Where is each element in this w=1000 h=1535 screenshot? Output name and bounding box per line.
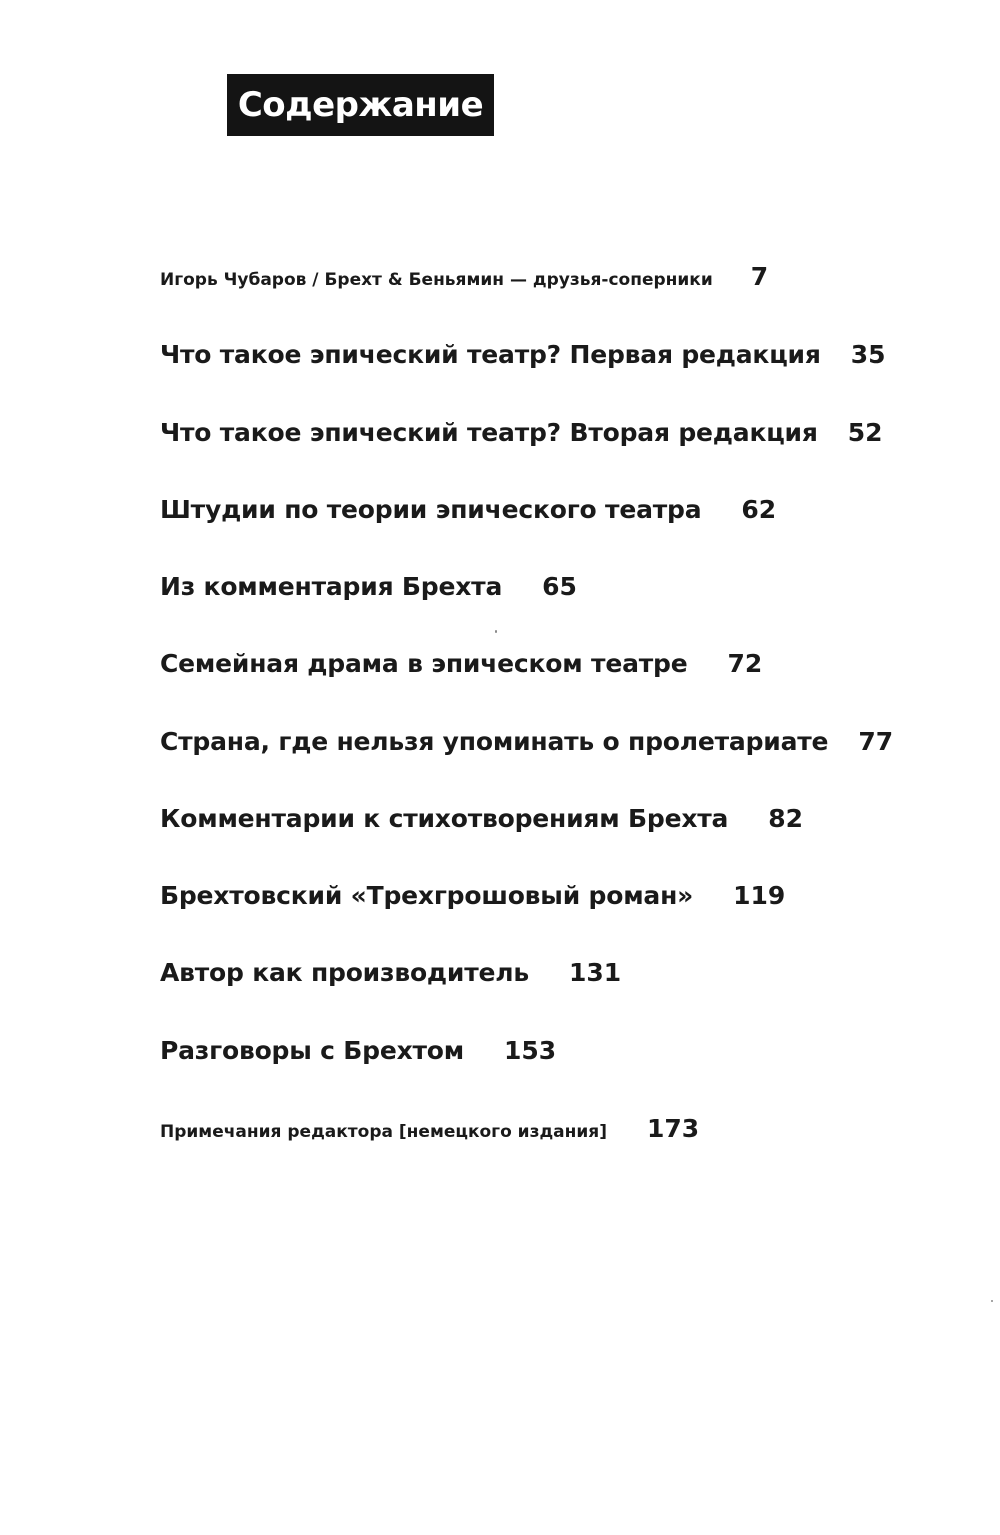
toc-entry-title: Штудии по теории эпического театра: [160, 495, 702, 524]
toc-entry: [160, 572, 577, 601]
toc-entry: [160, 418, 883, 447]
print-speck: [991, 1300, 993, 1302]
toc-entry-page: 131: [569, 958, 622, 987]
toc-entry-title: Семейная драма в эпическом театре: [160, 649, 688, 678]
toc-entry-title: Что такое эпический театр? Первая редакция: [160, 340, 821, 369]
toc-entry-title: Страна, где нельзя упоминать о пролетариате: [160, 727, 829, 756]
contents-title-block: [227, 74, 494, 136]
toc-entry-title: Из комментария Брехта: [160, 572, 503, 601]
toc-entry: [160, 1114, 699, 1143]
toc-entry: [160, 495, 776, 524]
toc-entry: [160, 881, 785, 910]
toc-entry-title: Брехтовский «Трехгрошовый роман»: [160, 881, 694, 910]
contents-title: Содержание: [237, 85, 484, 125]
toc-entry-page: 35: [850, 340, 886, 369]
toc-entry: [160, 340, 886, 369]
toc-entry: [160, 1036, 556, 1065]
toc-entry-page: 65: [542, 572, 577, 601]
print-speck: [495, 630, 497, 633]
toc-entry-title: Что такое эпический театр? Вторая редакция: [160, 418, 818, 447]
toc-entry: [160, 727, 893, 756]
toc-entry: [160, 958, 621, 987]
toc-entry-page: 7: [750, 262, 769, 291]
toc-entry-page: 72: [727, 649, 763, 678]
toc-entry-page: 82: [768, 804, 804, 833]
toc-entry-title: Комментарии к стихотворениям Брехта: [160, 804, 729, 833]
toc-entry-page: 52: [847, 418, 883, 447]
toc-entry-title: Автор как производитель: [160, 958, 529, 987]
toc-entry-page: 153: [504, 1036, 557, 1065]
toc-entry-page: 119: [733, 881, 786, 910]
toc-entry-title: Примечания редактора [немецкого издания]: [160, 1122, 607, 1142]
toc-entry-page: 77: [858, 727, 894, 756]
toc-entry: [160, 804, 803, 833]
toc-entry-title: Игорь Чубаров / Брехт & Беньямин — друзья-соперники: [160, 270, 713, 290]
toc-entry-page: 173: [647, 1114, 700, 1143]
toc-entry: [160, 649, 762, 678]
toc-entry-title: Разговоры с Брехтом: [160, 1036, 465, 1065]
toc-entry: [160, 262, 768, 291]
toc-entry-page: 62: [741, 495, 777, 524]
